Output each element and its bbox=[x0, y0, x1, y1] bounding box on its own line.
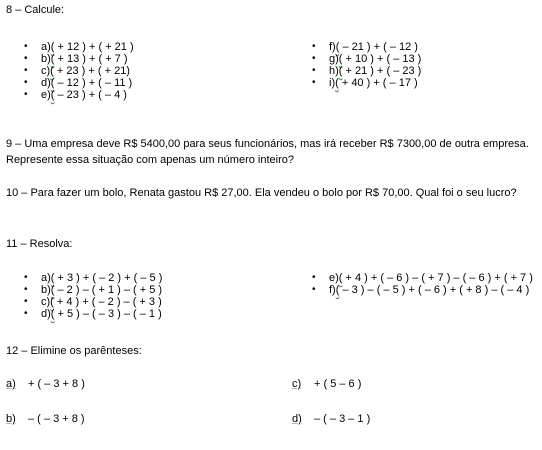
question-11-list-left bbox=[24, 272, 162, 320]
question-10-text: 10 – Para fazer um bolo, Renata gastou R$ 27,00. Ela vendeu o bolo por R$ 70,00. Qual foi o seu lucro? bbox=[6, 187, 517, 199]
list-item: • b)( + 13 ) + ( + 7 ) bbox=[24, 53, 134, 65]
question-12-title: 12 – Elimine os parênteses: bbox=[6, 345, 142, 357]
question-12-item-c bbox=[292, 378, 361, 390]
list-item: • e)( + 4 ) + ( – 6 ) – ( + 7 ) – ( – 6 ) + ( + 7 ) bbox=[312, 272, 534, 284]
question-8-title: 8 – Calcule: bbox=[6, 4, 65, 16]
question-12-item-b bbox=[6, 413, 85, 425]
list-item: • c)( + 4 ) + ( – 2 ) – ( + 3 ) bbox=[24, 296, 162, 308]
item-expression: + ( 5 – 6 ) bbox=[314, 378, 362, 390]
item-letter: b) bbox=[6, 413, 16, 425]
list-item: • f)( – 3 ) – ( – 5 ) + ( – 6 ) + ( + 8 ) – ( – 4 ) bbox=[312, 284, 534, 296]
list-item: • g)( + 10 ) + ( – 13 ) bbox=[312, 53, 421, 65]
list-item: • c)( + 23 ) + ( + 21) bbox=[24, 65, 134, 77]
item-letter: d) bbox=[292, 413, 302, 425]
list-item: • e)( – 23 ) + ( – 4 ) bbox=[24, 89, 134, 101]
question-8-list-right bbox=[312, 41, 421, 89]
item-expression: – ( – 3 + 8 ) bbox=[28, 413, 85, 425]
list-item: • i)( + 40 ) + ( – 17 ) bbox=[312, 77, 421, 89]
item-expression: – ( – 3 – 1 ) bbox=[314, 413, 371, 425]
question-12-item-d bbox=[292, 413, 370, 425]
question-11-list-right bbox=[312, 272, 534, 296]
list-item: • d)( + 5 ) – ( – 3 ) – ( – 1 ) bbox=[24, 308, 162, 320]
list-item: • d)( – 12 ) + ( – 11 ) bbox=[24, 77, 134, 89]
question-8-list-left bbox=[24, 41, 134, 101]
list-item: • h)( + 21 ) + ( – 23 ) bbox=[312, 65, 421, 77]
item-letter: a) bbox=[6, 378, 16, 390]
item-letter: c) bbox=[292, 378, 302, 390]
list-item: • a)( + 12 ) + ( + 21 ) bbox=[24, 41, 134, 53]
list-item: • f)( – 21 ) + ( – 12 ) bbox=[312, 41, 421, 53]
item-expression: + ( – 3 + 8 ) bbox=[28, 378, 85, 390]
list-item: • a)( + 3 ) + ( – 2 ) + ( – 5 ) bbox=[24, 272, 162, 284]
question-9-text: 9 – Uma empresa deve R$ 5400,00 para seus funcionários, mas irá receber R$ 7300,00 de outra empresa. Represente essa situação com apenas um número inteiro? bbox=[6, 138, 529, 166]
question-11-title: 11 – Resolva: bbox=[6, 238, 73, 250]
list-item: • b)( – 2 ) – ( + 1 ) – ( + 5 ) bbox=[24, 284, 162, 296]
question-12-item-a bbox=[6, 378, 85, 390]
